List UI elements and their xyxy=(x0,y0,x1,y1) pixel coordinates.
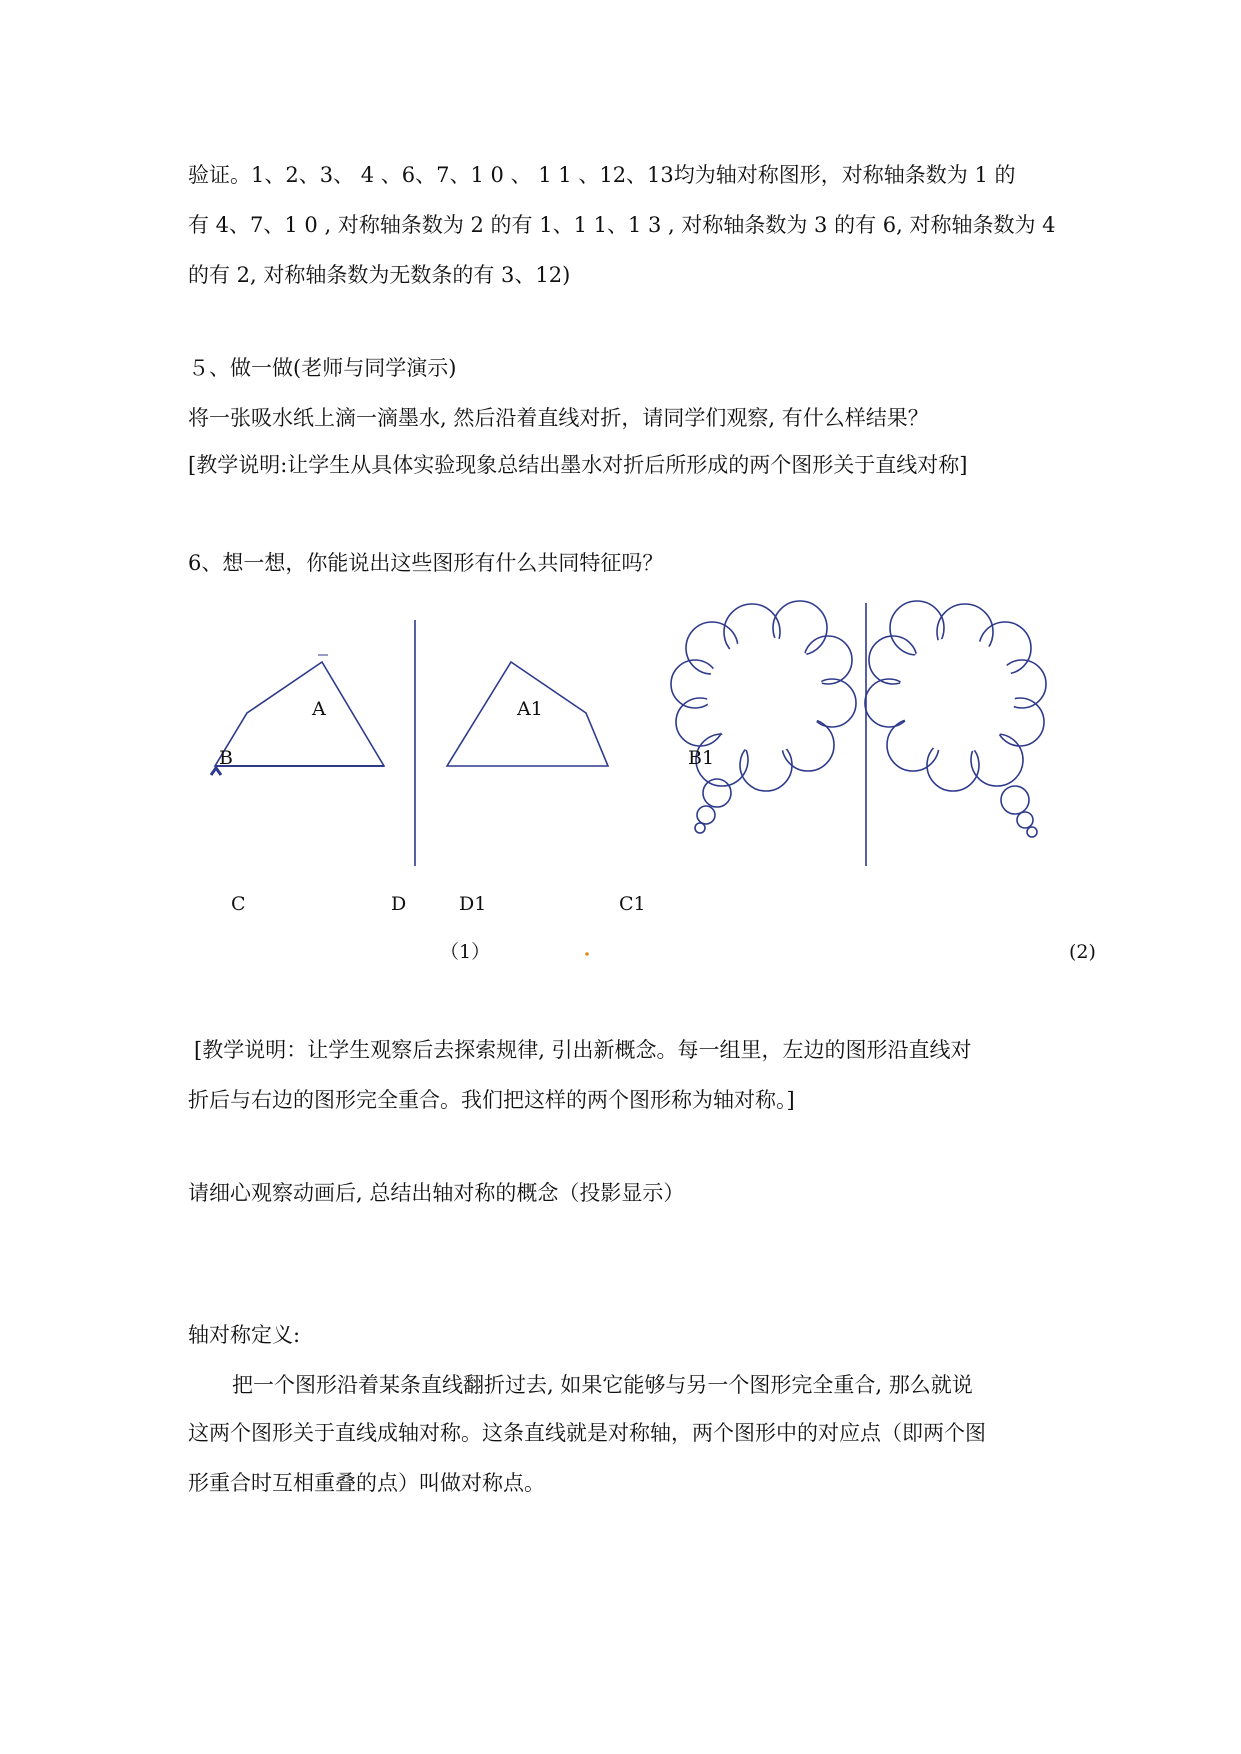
label-D1: D1 xyxy=(459,893,487,915)
definition-line-2: 这两个图形关于直线成轴对称。这条直线就是对称轴，两个图形中的对应点（即两个图 xyxy=(188,1421,986,1445)
label-A: A xyxy=(312,698,326,720)
verify-line-1: 验证。1、2、3、 4 、6、7、1 0 、 1 1 、12、13均为轴对称图形，对称轴条数为 1 的 xyxy=(188,163,1016,187)
section5-body: 将一张吸水纸上滴一滴墨水, 然后沿着直线对折，请同学们观察, 有什么样结果？ xyxy=(188,406,929,430)
label-A1: A1 xyxy=(517,698,543,720)
verify-line-3: 的有 2, 对称轴条数为无数条的有 3、12) xyxy=(188,263,571,287)
figure-caption-1: （1） xyxy=(440,941,491,963)
section6-title: 6、想一想，你能说出这些图形有什么共同特征吗？ xyxy=(188,551,664,575)
caret-mark xyxy=(211,768,221,775)
stray-dot xyxy=(585,952,589,956)
definition-heading: 轴对称定义: xyxy=(188,1323,301,1347)
cloud-right xyxy=(865,601,1046,837)
explain-note-line-2: 折后与右边的图形完全重合。我们把这样的两个图形称为轴对称。] xyxy=(188,1088,795,1112)
explain-note-line-1: [教学说明：让学生观察后去探索规律, 引出新概念。每一组里，左边的图形沿直线对 xyxy=(194,1038,972,1062)
label-C1: C1 xyxy=(619,893,646,915)
observe-line: 请细心观察动画后, 总结出轴对称的概念（投影显示） xyxy=(188,1181,685,1205)
definition-line-3: 形重合时互相重叠的点）叫做对称点。 xyxy=(188,1471,545,1495)
label-D: D xyxy=(391,893,407,915)
section5-title: ５、做一做(老师与同学演示) xyxy=(188,356,457,380)
quadrilateral-left xyxy=(215,662,384,766)
label-C: C xyxy=(231,893,246,915)
label-B: B xyxy=(219,747,233,769)
verify-line-2: 有 4、7、1 0 , 对称轴条数为 2 的有 1、1 1、1 3 , 对称轴条数为 3 的有 6, 对称轴条数为 4 xyxy=(188,213,1056,237)
section5-note: [教学说明:让学生从具体实验现象总结出墨水对折后所形成的两个图形关于直线对称] xyxy=(188,453,968,477)
cloud-left xyxy=(671,601,856,833)
figure-caption-2: (2) xyxy=(1069,941,1096,963)
label-B1: B1 xyxy=(688,747,715,769)
definition-line-1: 把一个图形沿着某条直线翻折过去, 如果它能够与另一个图形完全重合, 那么就说 xyxy=(232,1373,973,1397)
